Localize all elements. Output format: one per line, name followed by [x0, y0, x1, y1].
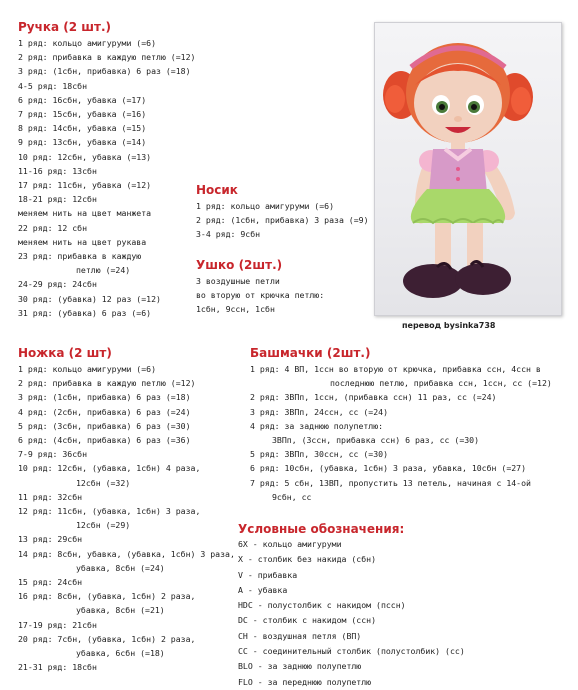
pattern-line: меняем нить на цвет рукава	[18, 236, 147, 247]
pattern-line: 4-5 ряд: 18сбн	[18, 80, 88, 91]
pattern-line: 9 ряд: 13сбн, убавка (=14)	[18, 137, 147, 148]
pattern-line: 23 ряд: прибавка в каждую	[18, 251, 142, 262]
pattern-line: убавка, 6сбн (=18)	[76, 648, 165, 659]
pattern-line: петлю (=24)	[76, 265, 131, 276]
pattern-line: 6 ряд: 10сбн, (убавка, 1сбн) 3 раза, убавка, 10сбн (=27)	[250, 463, 527, 474]
doll-photo	[374, 22, 562, 316]
pattern-line: 8 ряд: 14сбн, убавка (=15)	[18, 123, 147, 134]
pattern-line: 11 ряд: 32сбн	[18, 491, 83, 502]
handle-title: Ручка (2 шт.)	[18, 20, 112, 34]
pattern-line: 1 ряд: кольцо амигуруми (=6)	[196, 201, 335, 211]
legend-item: A - убавка	[238, 584, 288, 595]
legend-item: CH - воздушная петля (ВП)	[238, 630, 362, 641]
pattern-line: 2 ряд: (1сбн, прибавка) 3 раза (=9)	[196, 215, 369, 226]
ear-title: Ушко (2шт.)	[196, 258, 283, 272]
legend-item: FLO - за переднюю полупетлю	[238, 676, 372, 687]
legend-item: V - прибавка	[238, 569, 298, 580]
pattern-line: 2 ряд: прибавка в каждую петлю (=12)	[18, 378, 196, 389]
pattern-line: 5 ряд: 3ВПп, 30ссн, сс (=30)	[250, 449, 389, 460]
nose-title: Носик	[196, 183, 238, 197]
legend-item: X - столбик без накида (сбн)	[238, 554, 377, 565]
pattern-line: 5 ряд: (3сбн, прибавка) 6 раз (=30)	[18, 420, 191, 431]
pattern-line: 12сбн (=32)	[76, 477, 131, 488]
legend-section	[238, 522, 465, 690]
pattern-line: 10 ряд: 12сбн, убавка (=13)	[18, 151, 152, 162]
nose-section	[196, 183, 369, 242]
pattern-line: убавка, 8сбн (=21)	[76, 605, 165, 616]
right-shoe	[455, 263, 511, 295]
pattern-line: 7 ряд: 15сбн, убавка (=16)	[18, 109, 147, 120]
legend-item: CC - соединительный столбик (полустолбик) (сс)	[238, 646, 465, 657]
pattern-line: 3 ряд: (1сбн, прибавка) 6 раз (=18)	[18, 66, 191, 77]
pattern-line: 13 ряд: 29сбн	[18, 534, 83, 545]
pattern-line: 15 ряд: 24сбн	[18, 577, 83, 588]
pattern-line: 3 ряд: (1сбн, прибавка) 6 раз (=18)	[18, 392, 191, 403]
pattern-line: 3-4 ряд: 9сбн	[196, 229, 261, 240]
pattern-line: 22 ряд: 12 сбн	[18, 222, 88, 233]
legend-title: Условные обозначения:	[238, 522, 405, 536]
legend-item: DC - столбик с накидом (ссн)	[238, 615, 377, 626]
leg-title: Ножка (2 шт)	[18, 346, 112, 360]
pattern-line: 30 ряд: (убавка) 12 раз (=12)	[18, 293, 161, 304]
pattern-line: 6 ряд: 16сбн, убавка (=17)	[18, 94, 147, 105]
ear-section	[196, 258, 324, 317]
pattern-line: последнюю петлю, прибавка ссн, 1ссн, сс (=12)	[330, 378, 552, 389]
legend-item: HDC - полустолбик с накидом (пссн)	[238, 600, 406, 611]
pattern-line: 1 ряд: кольцо амигуруми (=6)	[18, 364, 157, 374]
pattern-line: 1 ряд: кольцо амигуруми (=6)	[18, 38, 157, 48]
pattern-line: 2 ряд: прибавка в каждую петлю (=12)	[18, 52, 196, 63]
pattern-line: 1 ряд: 4 ВП, 1ссн во вторую от крючка, прибавка ссн, 4ссн в	[250, 364, 541, 374]
doll-illustration	[375, 23, 561, 315]
pattern-line: 12 ряд: 11сбн, (убавка, 1сбн) 3 раза,	[18, 506, 201, 517]
pattern-line: 21-31 ряд: 18сбн	[18, 662, 97, 673]
left-shoe	[403, 264, 463, 298]
pattern-line: 4 ряд: (2сбн, прибавка) 6 раз (=24)	[18, 406, 191, 417]
pattern-line: 4 ряд: за заднюю полупетлю:	[250, 420, 384, 431]
pattern-line: во вторую от крючка петлю:	[196, 290, 325, 301]
pattern-line: 1сбн, 9ссн, 1сбн	[196, 304, 275, 315]
legend-item: BLO - за заднюю полупетлю	[238, 661, 362, 672]
pattern-line: 3ВПп, (3ссн, прибавка ссн) 6 раз, сс (=30)	[272, 435, 480, 446]
pattern-line: 14 ряд: 8сбн, убавка, (убавка, 1сбн) 3 раза,	[18, 548, 235, 559]
doll-skirt	[411, 189, 505, 223]
pattern-line: 7-9 ряд: 36сбн	[18, 449, 88, 460]
pattern-line: 3 воздушные петли	[196, 276, 280, 286]
pattern-line: 7 ряд: 5 сбн, 13ВП, пропустить 13 петель, начиная с 14-ой	[250, 477, 531, 488]
translator-credit: перевод bysinka738	[402, 321, 496, 330]
leg-section	[18, 346, 235, 674]
pattern-line: 6 ряд: (4сбн, прибавка) 6 раз (=36)	[18, 435, 191, 446]
handle-section	[18, 20, 195, 320]
pattern-line: 20 ряд: 7сбн, (убавка, 1сбн) 2 раза,	[18, 633, 196, 644]
pattern-line: 24-29 ряд: 24сбн	[18, 279, 97, 290]
pattern-line: 9сбн, сс	[272, 491, 312, 502]
pattern-line: 2 ряд: 3ВПп, 1ссн, (прибавка ссн) 11 раз, сс (=24)	[250, 392, 497, 403]
pattern-line: 18-21 ряд: 12сбн	[18, 194, 97, 205]
pattern-line: меняем нить на цвет манжета	[18, 208, 152, 219]
pattern-line: 12сбн (=29)	[76, 520, 131, 531]
shoes-section	[250, 346, 552, 504]
pattern-line: 17-19 ряд: 21сбн	[18, 619, 97, 630]
legend-item: 6X - кольцо амигуруми	[238, 539, 342, 549]
pattern-line: 31 ряд: (убавка) 6 раз (=6)	[18, 307, 152, 318]
pattern-line: 16 ряд: 8сбн, (убавка, 1сбн) 2 раза,	[18, 591, 196, 602]
pattern-line: убавка, 8сбн (=24)	[76, 562, 165, 573]
shoes-title: Башмачки (2шт.)	[250, 346, 371, 360]
pattern-line: 11-16 ряд: 13сбн	[18, 165, 97, 176]
pattern-line: 3 ряд: 3ВПп, 24ссн, сс (=24)	[250, 406, 389, 417]
pattern-line: 10 ряд: 12сбн, (убавка, 1сбн) 4 раза,	[18, 463, 201, 474]
pattern-line: 17 ряд: 11сбн, убавка (=12)	[18, 180, 152, 191]
